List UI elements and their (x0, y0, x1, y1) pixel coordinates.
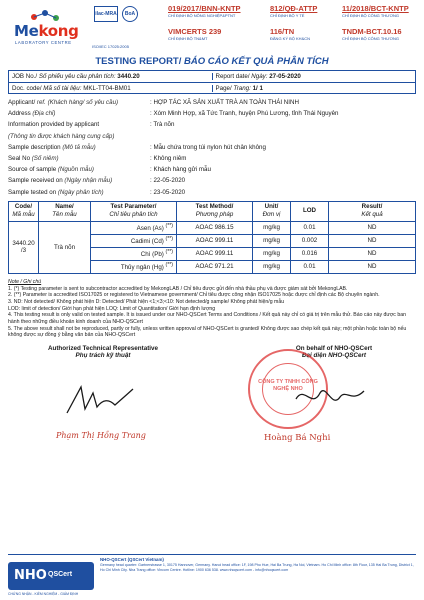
table-row (9, 221, 416, 234)
param-cell: Thủy ngân (Hg) (**) (91, 260, 177, 273)
field-tested: Sample tested on (Ngày phân tích) : 23-05-2020 (8, 188, 186, 196)
accreditation-health: 812/QĐ-ATTP CHỈ ĐỊNH BỘ Y TẾ 116/TN ĐĂNG KÝ BỘ KH&CN (270, 4, 318, 41)
ilac-mra-badge: ilac-MRA (94, 6, 118, 22)
param-cell: Cadimi (Cd) (**) (91, 234, 177, 247)
report-info-box (8, 70, 416, 94)
logo-wordmark: Mekong (14, 22, 79, 40)
result-cell: ND (329, 260, 416, 273)
unit-cell: mg/kg (253, 247, 291, 260)
lod-cell: 0.016 (291, 247, 329, 260)
note-line: 2. (**) Parameter is accredited ISO17025 or registered to Vietnamese government/ Chỉ tiêu được công nhận ISO17025 hoặc được chỉ định các Bộ chuyên ngành. (8, 292, 380, 299)
col-code: Code/ Mã mẫu (9, 201, 39, 221)
note-line: 5. The above result shall not be reproduced, partly or fully, unless written approval of NHO-QSCert is granted/ Không được sao chép kết quả này; một phần hoặc toàn bộ nếu không được sự đồng ý bằng văn bản của NHO-QSCert (8, 325, 407, 339)
nho-qscert-logo: NHO QSCert (8, 562, 94, 590)
result-cell: ND (329, 221, 416, 234)
field-received: Sample received on (Ngày nhận mẫu) : 22-05-2020 (8, 177, 186, 185)
accreditation-industry: 11/2018/BCT-KNTP CHỈ ĐỊNH BỘ CÔNG THƯƠNG TNDM-BCT.10.16 CHỈ ĐỊNH BỘ CÔNG THƯƠNG (342, 4, 409, 41)
sample-name: Trà nõn (39, 221, 91, 273)
field-information-vi: (Thông tin được khách hàng cung cấp) (8, 132, 115, 140)
notes-heading: Note / Ghi chú (8, 278, 42, 285)
left-signer-name: Phạm Thị Hồng Trang (56, 431, 146, 441)
field-applicant: Applicant/ ref. (Khách hàng/ số yêu cầu) : HỢP TÁC XÃ SẢN XUẤT TRÀ AN TOÀN THÁI NINH (8, 99, 299, 106)
iso-label: ISO/IEC 17025:2005 (92, 44, 129, 49)
left-signature-icon (63, 379, 143, 419)
right-signer-name: Hoàng Bá Nghi (264, 433, 331, 444)
footer-address: NHO-QSCert (QSCert Vietnam) Germany head quarter: Gartnerstrasse 1, 30175 Hannover, Germany. Hanoi head office: 1F, 198 Pho Hue, Hai Ba Trung, Ha Noi, Vietnam. Ho Chi Minh office: 8th Floor, 135 Hai Ba Trung, District 1, Ho Chi Minh City. Nha Trang office: Vincom Centre. Hotline: 1900 636 538. www.nhoqscert.com - info@nhoqscert.com (100, 557, 414, 572)
method-cell: AOAC 971.21 (177, 260, 253, 273)
footer-tagline: CHỨNG NHẬN - KIỂM NGHIỆM - GIÁM ĐỊNH (8, 592, 79, 596)
sample-code: 3440.20 /3 (9, 221, 39, 273)
method-cell: AOAC 999.11 (177, 247, 253, 260)
lod-cell: 0.01 (291, 260, 329, 273)
notes-section (8, 279, 416, 339)
col-unit: Unit/ Đơn vị (253, 201, 291, 221)
company-stamp-icon: CÔNG TY TNHH CÔNG NGHỆ NHO (248, 349, 328, 429)
col-parameter: Test Parameter/ Chỉ tiêu phân tích (91, 201, 177, 221)
result-cell: ND (329, 247, 416, 260)
doc-code: Doc. code/ Mã số tài liệu: MKL-TT04-BM01 (12, 84, 131, 92)
page-number: Page/ Trang: 1/ 1 (212, 85, 416, 92)
note-line: 3. ND: Not detected/ Không phát hiện D: Detected/ Phát hiện <1;<3;<10: Not detected/g sample/ Không phát hiện/g mẫu (8, 298, 285, 305)
col-result: Result/ Kết quả (329, 201, 416, 221)
nho-qscert-representative: On behalf of NHO-QSCert Đại diện NHO-QSCert (295, 345, 373, 360)
sample-fields (8, 97, 416, 198)
method-cell: AOAC 986.15 (177, 221, 253, 234)
note-line: 1. (*) Testing parameter is sent to subcontractor accredited by MekongLAB / Chỉ tiêu được gửi đến nhà thầu phụ và được giám sát bởi MekongLAB. (8, 285, 348, 292)
field-address: Address (Địa chỉ) : Xóm Minh Hợp, xã Tức Tranh, huyện Phú Lương, tỉnh Thái Nguyên (8, 110, 339, 118)
report-title: TESTING REPORT/ BÁO CÁO KẾT QUẢ PHÂN TÍCH (95, 56, 329, 67)
report-footer (0, 552, 424, 600)
method-cell: AOAC 999.11 (177, 234, 253, 247)
logo-subtitle: LABORATORY CENTRE (15, 40, 72, 45)
unit-cell: mg/kg (253, 234, 291, 247)
right-signature-icon (290, 379, 370, 415)
lod-cell: 0.01 (291, 221, 329, 234)
col-name: Name/ Tên mẫu (39, 201, 91, 221)
field-source: Source of sample (Nguồn mẫu) : Khách hàng gửi mẫu (8, 166, 211, 174)
unit-cell: mg/kg (253, 260, 291, 273)
field-information: Information provided by applicant : Trà nõn (8, 121, 175, 129)
mekong-lab-logo (14, 8, 82, 46)
field-seal-no: Seal No (Số niêm) : Không niêm (8, 155, 187, 163)
field-sample-description: Sample description (Mô tả mẫu) : Mẫu chứa trong túi nylon hút chân không (8, 143, 266, 151)
report-date: Report date/ Ngày: 27-05-2020 (212, 73, 416, 80)
unit-cell: mg/kg (253, 221, 291, 234)
note-line: 4. This testing result is only valid on tested sample. It is issued under our NHO-QSCert Terms and Conditions / Kết quả này chỉ có giá trị trên mẫu thử. Báo cáo này được ban hành theo những điều khoản kinh doanh của NHO-QSCert (8, 312, 406, 326)
accreditation-agriculture: 019/2017/BNN-KNTP CHỈ ĐỊNH BỘ NÔNG NGHIỆP&PTNT VIMCERTS 239 CHỈ ĐỊNH BỘ TN&MT (168, 4, 241, 41)
lod-cell: 0.002 (291, 234, 329, 247)
result-cell: ND (329, 234, 416, 247)
technical-representative: Authorized Technical Representative Phụ trách kỹ thuật (47, 345, 159, 360)
boa-badge: BoA (122, 6, 138, 22)
col-method: Test Method/ Phương pháp (177, 201, 253, 221)
report-header (8, 0, 416, 52)
param-cell: Asen (As) (**) (91, 221, 177, 234)
param-cell: Chì (Pb) (**) (91, 247, 177, 260)
col-lod: LOD (291, 201, 329, 221)
note-line: LOD: limit of detection/ Giới hạn phát hiện LOQ: Limit of Quantitation/ Giới hạn định lượng (8, 305, 216, 312)
job-number: JOB No./ Số phiếu yêu cầu phân tích: 3440.20 (12, 73, 140, 80)
signature-section (8, 339, 416, 457)
results-table (8, 201, 416, 274)
